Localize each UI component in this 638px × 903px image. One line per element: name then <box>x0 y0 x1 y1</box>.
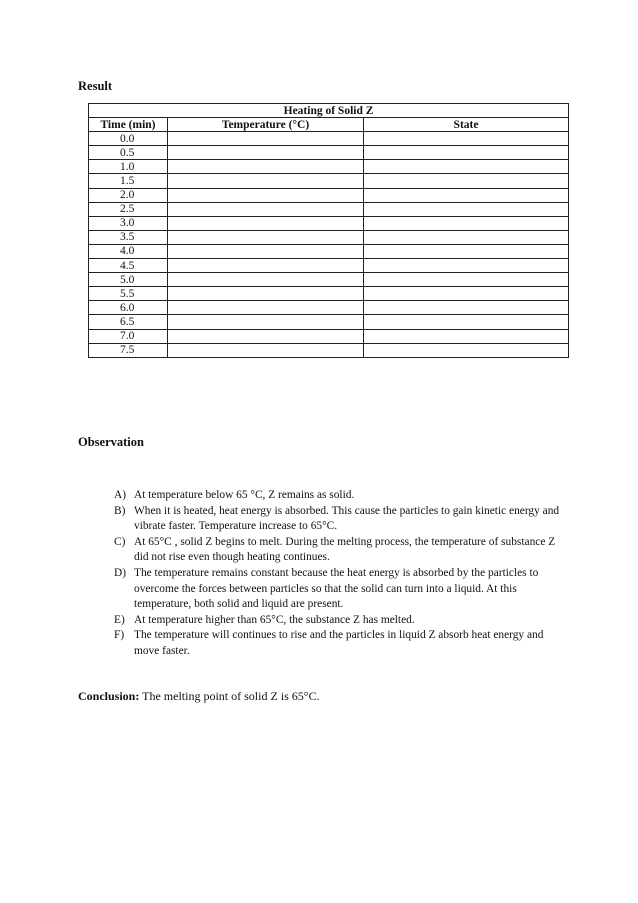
time-cell: 1.0 <box>89 160 168 174</box>
state-cell <box>364 146 569 160</box>
list-item <box>114 613 564 629</box>
temperature-cell <box>168 188 364 202</box>
state-cell <box>364 230 569 244</box>
list-item <box>114 535 564 566</box>
list-item <box>114 628 564 659</box>
observation-list <box>114 488 564 660</box>
table-row <box>89 315 569 329</box>
list-item-text: The temperature will continues to rise and the particles in liquid Z absorb heat energy and move faster. <box>134 629 544 657</box>
time-cell: 1.5 <box>89 174 168 188</box>
time-cell: 2.0 <box>89 188 168 202</box>
state-cell <box>364 315 569 329</box>
list-marker: E) <box>114 613 125 626</box>
state-cell <box>364 301 569 315</box>
header-state: State <box>364 118 569 132</box>
temperature-cell <box>168 216 364 230</box>
header-time: Time (min) <box>89 118 168 132</box>
list-item <box>114 504 564 535</box>
list-item-text: At temperature higher than 65°C, the substance Z has melted. <box>134 613 415 626</box>
table-row <box>89 329 569 343</box>
temperature-cell <box>168 202 364 216</box>
table-row <box>89 216 569 230</box>
time-cell: 4.0 <box>89 244 168 258</box>
heating-table <box>88 103 569 358</box>
time-cell: 2.5 <box>89 202 168 216</box>
time-cell: 7.5 <box>89 343 168 357</box>
header-temperature: Temperature (°C) <box>168 118 364 132</box>
table-row <box>89 132 569 146</box>
state-cell <box>364 160 569 174</box>
table-title: Heating of Solid Z <box>89 104 569 118</box>
list-item-text: When it is heated, heat energy is absorbed. This cause the particles to gain kinetic energy and vibrate faster. Temperature increase to 65°C. <box>134 504 560 533</box>
table-row <box>89 259 569 273</box>
state-cell <box>364 216 569 230</box>
time-cell: 4.5 <box>89 259 168 273</box>
state-cell <box>364 202 569 216</box>
temperature-cell <box>168 287 364 301</box>
state-cell <box>364 174 569 188</box>
state-cell <box>364 273 569 287</box>
state-cell <box>364 259 569 273</box>
table-row <box>89 301 569 315</box>
list-item <box>114 488 564 504</box>
time-cell: 6.0 <box>89 301 168 315</box>
temperature-cell <box>168 343 364 357</box>
time-cell: 3.0 <box>89 216 168 230</box>
list-marker: B) <box>114 504 126 517</box>
time-cell: 3.5 <box>89 230 168 244</box>
list-item <box>114 566 564 613</box>
table-row <box>89 230 569 244</box>
table-row <box>89 146 569 160</box>
table-row <box>89 160 569 174</box>
state-cell <box>364 329 569 343</box>
list-item-text: At temperature below 65 °C, Z remains as solid. <box>134 489 355 501</box>
temperature-cell <box>168 244 364 258</box>
list-marker: C) <box>114 535 126 548</box>
observation-heading: Observation <box>78 435 144 449</box>
time-cell: 6.5 <box>89 315 168 329</box>
table-row <box>89 174 569 188</box>
temperature-cell <box>168 315 364 329</box>
temperature-cell <box>168 273 364 287</box>
list-marker: F) <box>114 629 125 642</box>
temperature-cell <box>168 301 364 315</box>
temperature-cell <box>168 146 364 160</box>
temperature-cell <box>168 174 364 188</box>
state-cell <box>364 287 569 301</box>
table-row <box>89 287 569 301</box>
temperature-cell <box>168 230 364 244</box>
state-cell <box>364 343 569 357</box>
table-row <box>89 343 569 357</box>
list-item-text: The temperature remains constant because the heat energy is absorbed by the particles to overcome the forces between particles so that the solid can turn into a liquid. At this temperature, both solid and liquid are present. <box>134 566 539 611</box>
list-marker: A) <box>114 489 127 501</box>
conclusion-label: Conclusion: <box>78 689 140 703</box>
table-row <box>89 202 569 216</box>
time-cell: 5.0 <box>89 273 168 287</box>
temperature-cell <box>168 160 364 174</box>
table-row <box>89 188 569 202</box>
state-cell <box>364 244 569 258</box>
time-cell: 7.0 <box>89 329 168 343</box>
state-cell <box>364 132 569 146</box>
list-item-text: At 65°C , solid Z begins to melt. During the melting process, the temperature of substance Z did not rise even though heating continues. <box>134 535 556 564</box>
time-cell: 0.0 <box>89 132 168 146</box>
conclusion-text: The melting point of solid Z is 65°C. <box>139 689 320 703</box>
state-cell <box>364 188 569 202</box>
conclusion <box>78 689 320 704</box>
time-cell: 5.5 <box>89 287 168 301</box>
temperature-cell <box>168 329 364 343</box>
result-heading: Result <box>78 79 113 93</box>
table-title-row <box>89 104 569 118</box>
table-header-row <box>89 118 569 132</box>
table-row <box>89 273 569 287</box>
list-marker: D) <box>114 566 127 579</box>
table-row <box>89 244 569 258</box>
temperature-cell <box>168 259 364 273</box>
time-cell: 0.5 <box>89 146 168 160</box>
temperature-cell <box>168 132 364 146</box>
